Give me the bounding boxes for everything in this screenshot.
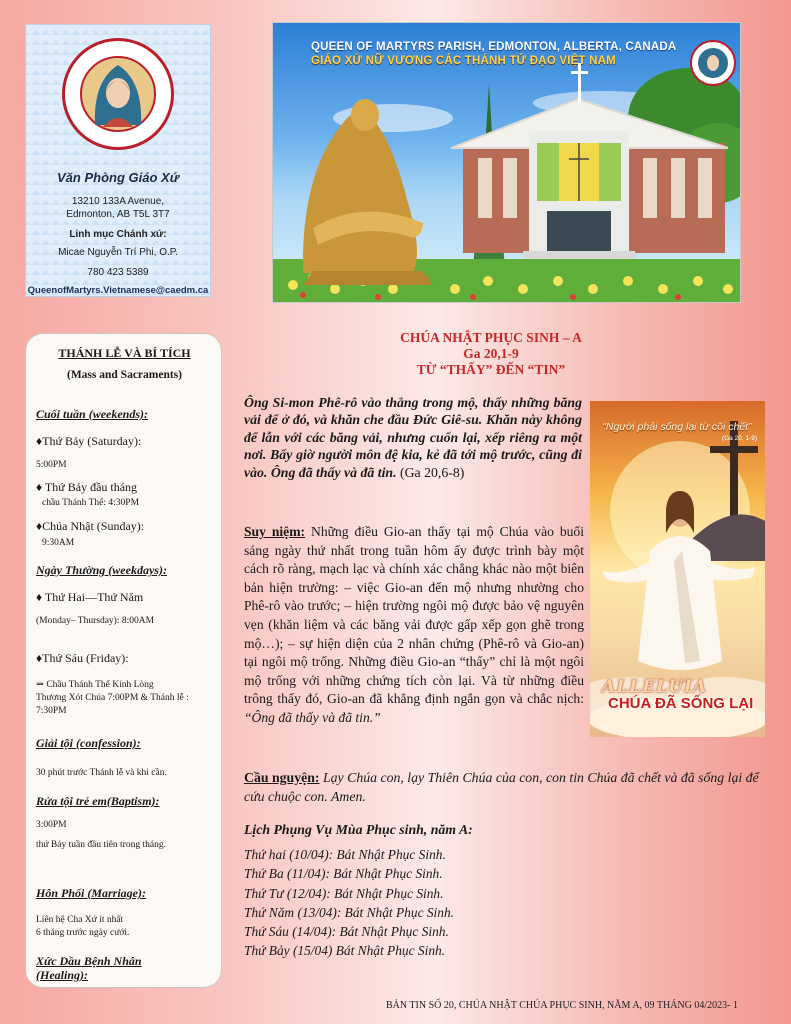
liturgical-calendar-list	[244, 845, 454, 961]
banner-title-vietnamese: GIÁO XỨ NỮ VƯƠNG CÁC THÁNH TỬ ĐẠO VIỆT NAM	[311, 55, 616, 67]
reflection-quote: “Ông đã thấy và đã tin.”	[244, 709, 381, 725]
mass-schedule-subtitle: (Mass and Sacraments)	[67, 369, 182, 381]
baptism-time: 3:00PM	[36, 820, 67, 830]
mon-thu-time: (Monday– Thursday): 8:00AM	[36, 616, 155, 626]
gospel-heading-line1: CHÚA NHẬT PHỤC SINH – A	[400, 330, 582, 345]
baptism-heading: Rửa tội trẻ em(Baptism):	[36, 794, 160, 808]
gospel-heading-line3: TỪ “THẤY” ĐẾN “TIN”	[416, 362, 566, 377]
image-alleluia: ALLELUIA	[602, 677, 708, 697]
calendar-item: Thứ Ba (11/04): Bát Nhật Phục Sinh.	[244, 866, 443, 882]
gospel-heading-line2: Ga 20,1-9	[463, 346, 519, 361]
first-saturday: ♦ Thứ Bảy đầu tháng	[36, 480, 138, 494]
office-address-line1: 13210 133A Avenue,	[71, 196, 165, 207]
gospel-passage	[244, 394, 582, 481]
bulletin-footer: BẢN TIN SỐ 20, CHÚA NHẬT CHÚA PHỤC SINH, NĂM A, 09 THÁNG 04/2023- 1	[386, 1000, 738, 1011]
mass-schedule-title: THÁNH LỄ VÀ BÍ TÍCH	[58, 346, 191, 360]
first-saturday-note: chầu Thánh Thể: 4:30PM	[42, 498, 140, 508]
marriage-note-1: Liên hệ Cha Xứ ít nhất	[36, 915, 124, 925]
parish-seal-logo	[62, 38, 174, 150]
friday-note-1: ⇒ Chầu Thánh Thể Kính Lòng	[36, 680, 154, 690]
marriage-note-2: 6 tháng trước ngày cưới.	[36, 928, 130, 938]
prayer-label: Cầu nguyện:	[244, 770, 320, 785]
mass-schedule-box	[25, 333, 222, 988]
baptism-note: thứ Bảy tuần đầu tiên trong tháng.	[36, 840, 166, 850]
prayer-text: Lạy Chúa con, lạy Thiên Chúa của con, con tin Chúa đã chết và đã sống lại để cứu chuộc con. Amen.	[244, 770, 759, 804]
calendar-item: Thứ hai (10/04): Bát Nhật Phục Sinh.	[244, 847, 446, 862]
reflection-paragraph	[244, 523, 584, 728]
calendar-item: Thứ Sáu (14/04): Bát Nhật Phục Sinh.	[244, 924, 449, 940]
friday-note-3: 7:30PM	[36, 706, 67, 716]
confession-note: 30 phút trước Thánh lễ và khi cần.	[36, 768, 167, 778]
friday-note-2: Thương Xót Chúa 7:00PM & Thánh lễ :	[36, 693, 189, 703]
parish-office-card	[25, 24, 211, 297]
sunday-time: 9:30AM	[42, 538, 75, 548]
risen-christ-image	[590, 401, 765, 737]
saturday-mass: ♦Thứ Bảy (Saturday):	[36, 434, 142, 448]
reflection-text: Những điều Gio-an thấy tại mộ Chúa vào buổi sáng ngày thứ nhất trong tuần hôm ấy được trình bày một cách rõ ràng, mạch lạc và chính xác chẳng khác nào một biên bản hiện trường: – việc Gio-an đến mộ nhưng nhường cho Phê-rô vào trước; – hiện trường ngôi mộ được bảo vệ nguyên vẹn (khăn liệm và các băng vải được gấp xếp gọn ghẽ trong mộ…); – sự hiện diện của 2 nhân chứng (Phê-rô và Gio-an) tại ngôi mộ trống. Những điều Gio-an “thấy” chỉ là một ngôi mộ trống với những chứng tích còn lại. Và từ những điều trông thấy đó, Gio-an đã khẳng định ngắn gọn và chắc nịch:	[244, 524, 584, 707]
gospel-passage-ref: (Ga 20,6-8)	[396, 464, 465, 480]
gospel-passage-text: Ông Si-mon Phê-rô vào thẳng trong mộ, thấy những băng vải để ở đó, và khăn che đầu Đức Giê-su. Khăn này không để lẫn với các băng vải, nhưng cuốn lại, xếp riêng ra một nơi. Bấy giờ người môn đệ kia, kẻ đã tới mộ trước, cũng đi vào. Ông đã thấy và đã tin.	[244, 395, 582, 480]
calendar-item: Thứ Năm (13/04): Bát Nhật Phục Sinh.	[244, 904, 455, 920]
office-title: Văn Phòng Giáo Xứ	[57, 170, 179, 185]
calendar-item: Thứ Bảy (15/04) Bát Nhật Phục Sinh.	[244, 943, 446, 959]
pastor-label: Linh mục Chánh xứ:	[69, 229, 167, 240]
image-quote: “Người phải sống lại từ cõi chết”	[602, 421, 752, 433]
banner-title-english: QUEEN OF MARTYRS PARISH, EDMONTON, ALBERTA, CANADA	[311, 41, 677, 53]
weekday-heading: Ngày Thường (weekdays):	[36, 563, 167, 577]
saturday-time: 5:00PM	[36, 460, 67, 470]
marriage-heading: Hôn Phối (Marriage):	[36, 886, 147, 900]
friday-mass: ♦Thứ Sáu (Friday):	[36, 651, 129, 665]
confession-heading: Giải tội (confession):	[36, 736, 141, 750]
pastor-name: Micae Nguyễn Trí Phi, O.P.	[58, 247, 178, 258]
mon-thu-mass: ♦ Thứ Hai—Thứ Năm	[36, 590, 144, 604]
office-address-line2: Edmonton, AB T5L 3T7	[66, 209, 170, 220]
office-email: QueenofMartyrs.Vietnamese@caedm.ca	[27, 285, 209, 296]
liturgical-calendar-title: Lịch Phụng Vụ Mùa Phục sinh, năm A:	[244, 822, 473, 837]
image-quote-ref: (Ga 20, 1-9)	[721, 435, 757, 442]
reflection-label: Suy niệm:	[244, 524, 306, 539]
weekend-heading: Cuối tuần (weekends):	[36, 407, 149, 421]
healing-heading-2: (Healing):	[36, 968, 88, 982]
parish-banner-image	[272, 22, 741, 303]
prayer-paragraph	[244, 769, 764, 806]
gospel-heading	[246, 330, 736, 378]
calendar-item: Thứ Tư (12/04): Bát Nhật Phục Sinh.	[244, 885, 444, 901]
sunday-mass: ♦Chúa Nhật (Sunday):	[36, 519, 145, 533]
image-caption: CHÚA ĐÃ SỐNG LẠI	[608, 695, 754, 712]
office-phone: 780 423 5389	[87, 267, 149, 278]
healing-heading-1: Xức Dầu Bệnh Nhân	[36, 954, 142, 968]
